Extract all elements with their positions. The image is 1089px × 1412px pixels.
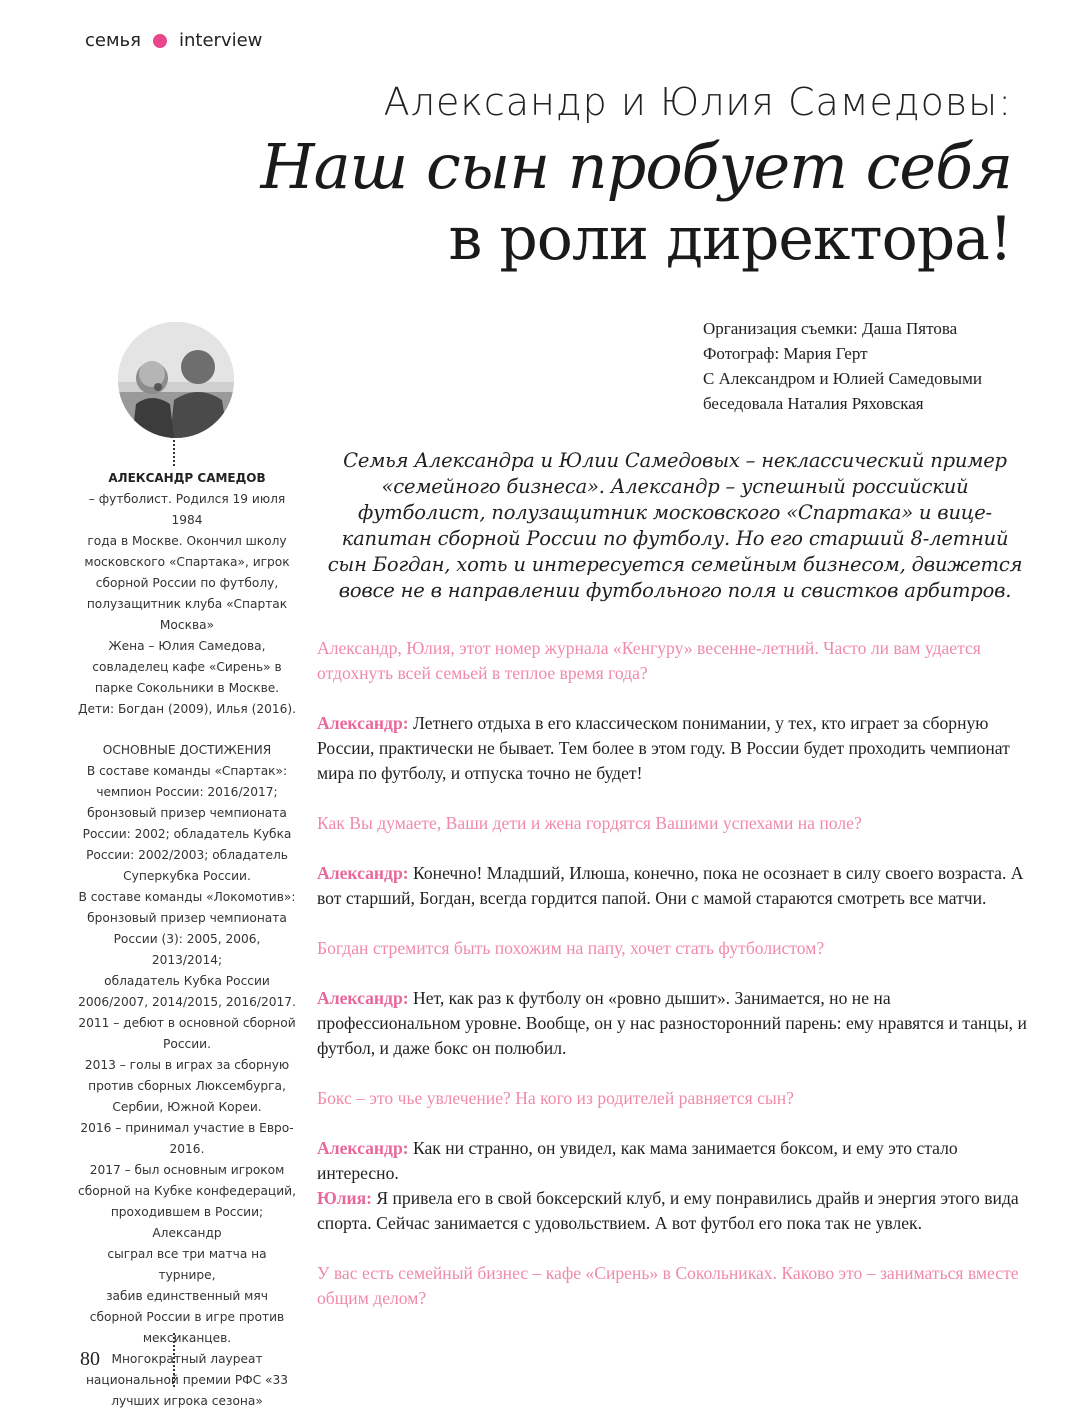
question: Александр, Юлия, этот номер журнала «Кенгуру» весенне-летний. Часто ли вам удается отдохнуть всей семьей в теплое время года? [317,638,981,683]
achievement-line: мексиканцев. [142,1331,232,1345]
achievement-line: чемпион России: 2016/2017; [96,785,278,799]
lead-line: капитан сборной России по футболу. Но его старший 8-летний [341,527,1009,550]
bio-line: Жена – Юлия Самедова, [108,639,266,653]
dotted-connector-bottom [173,1333,175,1387]
achievement-line: лучших игрока сезона» [111,1394,263,1408]
answer-text: Нет, как раз к футболу он «ровно дышит». Занимается, но не на профессиональном уровне. Вообще, он у нас разносторонний парень: ему нравятся и танцы, и футбол, и даже бокс он полюбил. [317,988,1027,1058]
avatar-photo [118,322,234,438]
section-label: семья [85,30,141,51]
lead-paragraph [316,448,1034,604]
sidebar-bio [78,468,296,1412]
lead-line: «семейного бизнеса». Александр – успешный российский [381,475,969,498]
achievement-line: Многократный лауреат [111,1352,263,1366]
achievement-line: сборной России в игре против [89,1310,285,1324]
bio-line: полузащитник клуба «Спартак [86,597,288,611]
answer [317,986,1027,1061]
question: Как Вы думаете, Ваши дети и жена гордятся Вашими успехами на поле? [317,813,862,833]
bio-line: московского «Спартака», игрок [84,555,290,569]
achievement-line: бронзовый призер чемпионата [87,806,287,820]
credit-line: Фотограф: Мария Герт [703,344,868,363]
answer-text: Я привела его в свой боксерский клуб, и ему понравились драйв и энергия этого вида спорта. Сейчас занимается с удовольствием. А вот футбол его пока так не увлек. [317,1188,1019,1233]
page-number: 80 [80,1348,100,1370]
achievement-line: 2006/2007, 2014/2015, 2016/2017. [78,995,296,1009]
photo-illustration [118,322,234,438]
achievement-line: России: 2002; обладатель Кубка [82,827,292,841]
bio-line: сборной России по футболу, [95,576,279,590]
section-tag: interview [179,30,263,51]
question: Бокс – это чье увлечение? На кого из родителей равняется сын? [317,1088,794,1108]
lead-line: Семья Александра и Юлии Самедовых – неклассический пример [343,449,1007,472]
achievement-line: Суперкубка России. [123,869,251,883]
achievements-title: ОСНОВНЫЕ ДОСТИЖЕНИЯ [102,743,272,757]
speaker-label: Александр: [317,863,409,883]
bio-line: парке Сокольники в Москве. [94,681,280,695]
achievement-line: В составе команды «Локомотив»: [78,890,296,904]
achievement-line: В составе команды «Спартак»: [86,764,288,778]
answer-text: Как ни странно, он увидел, как мама занимается боксом, и ему это стало интересно. [317,1138,958,1183]
achievement-line: обладатель Кубка России [104,974,270,988]
achievement-line: России. [163,1037,211,1051]
lead-line: вовсе не в направлении футбольного поля и свистков арбитров. [338,579,1012,602]
speaker-label: Александр: [317,988,409,1008]
article-heading [240,78,1012,274]
achievement-line: сборной на Кубке конфедераций, [78,1184,296,1198]
credit-line: Организация съемки: Даша Пятова [703,319,958,338]
article-names: Александр и Юлия Самедовы: [383,80,1012,124]
bio-name: АЛЕКСАНДР САМЕДОВ [108,471,266,485]
bio-line: Москва» [159,618,215,632]
pink-bullet-icon [153,34,167,48]
bio-line: – футболист. Родился 19 июля 1984 [88,492,286,527]
achievement-line: России: 2002/2003; обладатель [86,848,288,862]
achievement-line: против сборных Люксембурга, [88,1079,286,1093]
achievement-line: 2011 – дебют в основной сборной [78,1016,296,1030]
interview-body [317,636,1027,1336]
answer [317,1136,1027,1186]
bio-line: Дети: Богдан (2009), Илья (2016). [78,702,296,716]
achievement-line: 2017 – был основным игроком [89,1163,285,1177]
question: Богдан стремится быть похожим на папу, хочет стать футболистом? [317,938,825,958]
answer-text: Конечно! Младший, Илюша, конечно, пока не осознает в силу своего возраста. А вот старший, Богдан, всегда гордится папой. Они с мамой стараются смотреть все матчи. [317,863,1024,908]
question: У вас есть семейный бизнес – кафе «Сирень» в Сокольниках. Каково это – заниматься вместе общим делом? [317,1263,1019,1308]
speaker-label: Александр: [317,1138,409,1158]
lead-line: сын Богдан, хоть и интересуется семейным бизнесом, движется [327,553,1023,576]
answer-text: Летнего отдыха в его классическом понимании, у тех, кто играет за сборную России, практически не бывает. Тем более в этом году. В России будет проходить чемпионат мира по футболу, и отпуска точно не будет! [317,713,1010,783]
credits [703,316,1043,416]
section-rubric [85,30,262,51]
lead-line: футболист, полузащитник московского «Спартака» и вице- [358,501,992,524]
achievement-line: 2013 – голы в играх за сборную [84,1058,290,1072]
credit-line: беседовала Наталия Ряховская [703,394,924,413]
answer [317,861,1027,911]
achievement-line: сыграл все три матча на турнире, [107,1247,267,1282]
answer [317,1186,1027,1236]
article-title-line-1: Наш сын пробует себя [260,130,1012,203]
achievement-line: России (3): 2005, 2006, 2013/2014; [113,932,261,967]
credit-line: С Александром и Юлией Самедовыми [703,369,982,388]
achievement-line: бронзовый призер чемпионата [87,911,287,925]
answer [317,711,1027,786]
achievement-line: 2016 – принимал участие в Евро- [80,1121,294,1135]
dotted-connector [173,440,175,466]
speaker-label: Александр: [317,713,409,733]
speaker-label: Юлия: [317,1188,372,1208]
bio-line: совладелец кафе «Сирень» в [92,660,282,674]
article-title-line-2: в роли директора! [448,204,1012,274]
achievement-line: 2016. [169,1142,205,1156]
achievement-line: национальной премии РФС «33 [85,1373,289,1387]
achievement-line: проходившем в России; Александр [110,1205,264,1240]
bio-line: года в Москве. Окончил школу [87,534,287,548]
achievement-line: забив единственный мяч [106,1289,268,1303]
achievement-line: Сербии, Южной Кореи. [112,1100,262,1114]
